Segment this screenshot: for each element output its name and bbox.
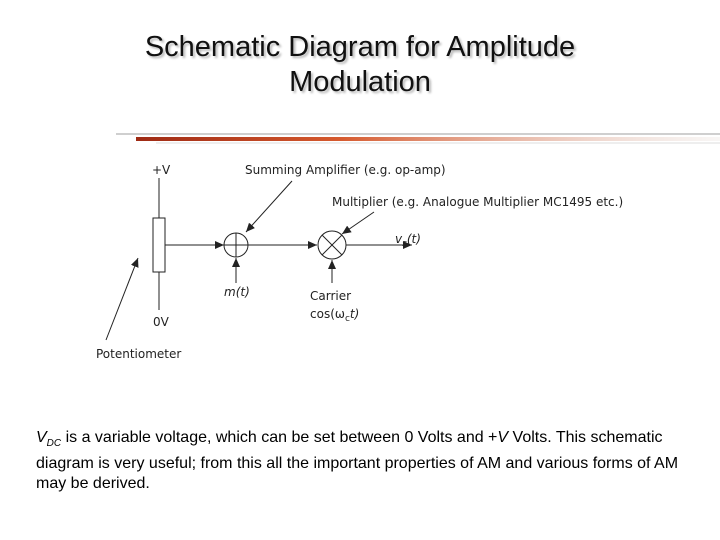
carrier-expression: $\cos(\omega_ct)$ — [310, 307, 360, 324]
divider-red-bar — [136, 137, 720, 141]
summing-callout-arrow — [246, 181, 292, 232]
am-schematic — [0, 150, 720, 410]
vdc-symbol: $V_{DC}$ — [36, 429, 62, 450]
title-line-1: Schematic Diagram for Amplitude — [144, 31, 576, 63]
carrier-label: Carrier — [310, 289, 352, 303]
summing-amplifier-label: Summing Amplifier (e.g. op-amp) — [245, 163, 446, 177]
multiplier-label: Multiplier (e.g. Analogue Multiplier MC1495 etc.) — [332, 195, 624, 209]
caption-text-1: is a variable voltage, which can be set between 0 Volts and + — [61, 429, 498, 446]
supply-label: +V — [152, 163, 171, 177]
slide-title — [0, 30, 720, 100]
multiplier-callout-arrow — [342, 212, 374, 234]
potentiometer-callout-arrow — [106, 258, 138, 340]
caption-text-2: Volts. This schematic diagram is very useful; from this all the important properties of AM and various forms of AM may be derived. — [36, 429, 679, 493]
ground-label: 0V — [153, 315, 169, 329]
potentiometer-body — [153, 218, 165, 272]
potentiometer-label: Potentiometer — [96, 347, 182, 361]
title-line-2: Modulation — [289, 66, 431, 98]
message-label: m(t) — [224, 285, 250, 299]
caption-paragraph — [36, 428, 696, 494]
title-divider — [96, 132, 720, 144]
v-symbol: V — [497, 429, 509, 446]
output-label: $v_s(t)$ — [395, 232, 421, 249]
